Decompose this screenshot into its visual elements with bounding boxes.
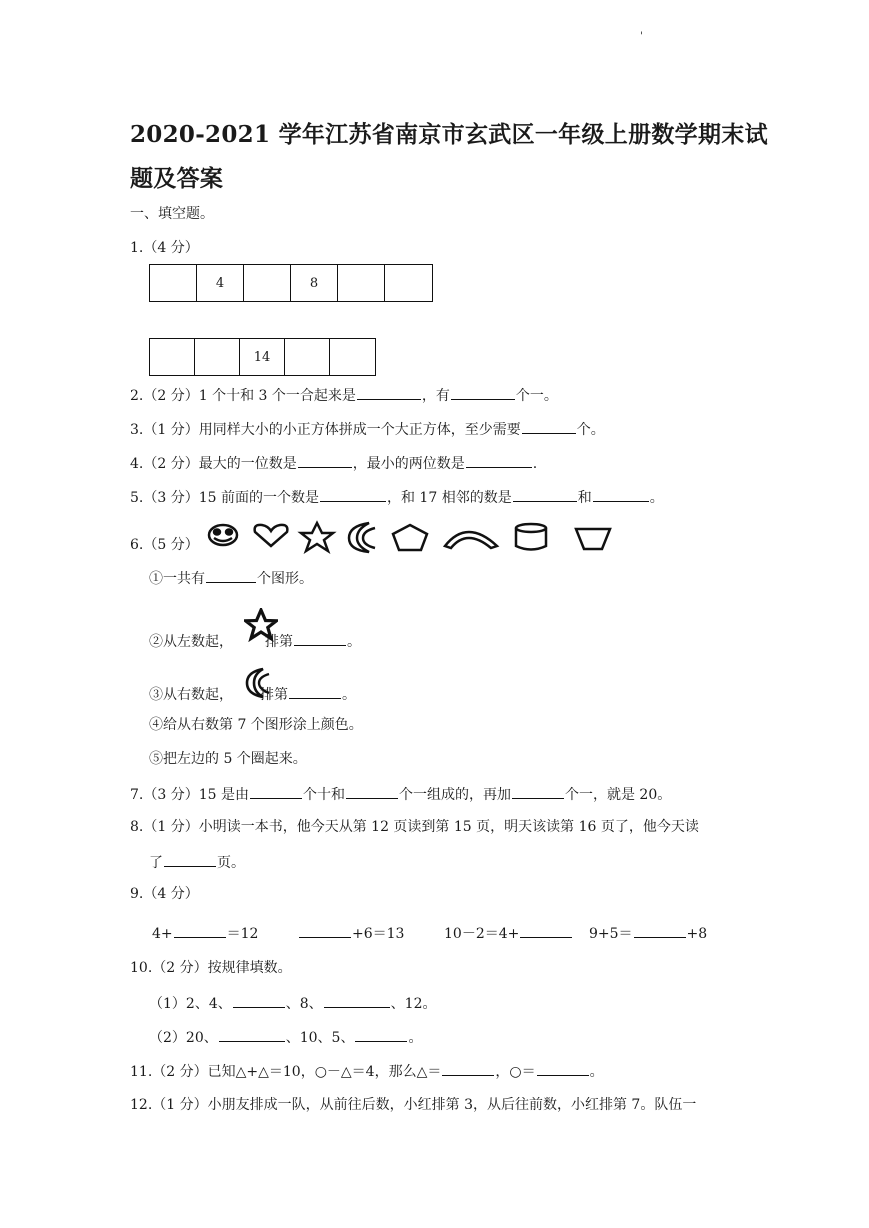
answer-blank[interactable] <box>520 923 572 938</box>
q8-text-b: 了 <box>149 855 163 871</box>
answer-blank[interactable] <box>451 385 515 400</box>
q10-r1-b: 、8、 <box>285 996 323 1012</box>
q9-e1-b: ＝12 <box>226 926 259 942</box>
answer-blank[interactable] <box>289 684 341 699</box>
question-6-label: 6.（5 分） <box>130 537 199 553</box>
crescent-moon-icon <box>349 523 375 552</box>
answer-blank[interactable] <box>634 923 686 938</box>
grid-cell: 8 <box>291 265 338 301</box>
q9-e3-a: 10－2＝4+ <box>444 926 520 942</box>
q10-r2-c: 。 <box>408 1030 423 1046</box>
arch-icon <box>445 532 497 548</box>
answer-blank[interactable] <box>219 1027 285 1042</box>
grid-cell: 4 <box>197 265 244 301</box>
q4-text-a: 4.（2 分）最大的一位数是 <box>130 456 297 472</box>
grid-cell[interactable] <box>330 339 375 375</box>
q10-r2-a: （2）20、 <box>149 1030 218 1046</box>
answer-blank[interactable] <box>512 784 564 799</box>
grid-cell[interactable] <box>338 265 385 301</box>
crescent-moon-icon <box>245 667 273 699</box>
answer-blank[interactable] <box>206 568 256 583</box>
pentagon-icon <box>393 525 427 550</box>
q6-sub-5: ⑤把左边的 5 个圈起来。 <box>149 751 307 767</box>
q7-text-c: 个一组成的，再加 <box>398 787 511 803</box>
question-8-cont <box>149 852 245 872</box>
q11-text-c: 。 <box>589 1064 604 1080</box>
answer-blank[interactable] <box>346 784 398 799</box>
question-1-label: 1.（4 分） <box>130 240 199 256</box>
section-heading: 一、填空题。 <box>130 206 214 222</box>
answer-blank[interactable] <box>164 852 216 867</box>
answer-blank[interactable] <box>442 1061 494 1076</box>
q4-text-b: ，最小的两位数是 <box>352 456 465 472</box>
number-grid-row2 <box>149 338 376 376</box>
q9-e2-b: +6＝13 <box>352 926 405 942</box>
q7-text-a: 7.（3 分）15 是由 <box>130 787 249 803</box>
grid-cell[interactable] <box>244 265 291 301</box>
question-11 <box>130 1061 604 1081</box>
q6-s1-text-b: 个图形。 <box>257 571 313 587</box>
question-12: 12.（1 分）小朋友排成一队，从前往后数，小红排第 3，从后往前数，小红排第 7。队伍一 <box>130 1097 697 1113</box>
q9-e1-a: 4+ <box>152 926 173 942</box>
q3-text-b: 个。 <box>576 422 605 438</box>
number-grid-row1 <box>149 264 433 302</box>
header-mark: ' <box>640 31 643 42</box>
question-7 <box>130 784 671 804</box>
heart-icon <box>255 525 288 546</box>
question-2 <box>130 385 558 405</box>
q9-eq-1 <box>152 923 258 943</box>
q10-r2-b: 、10、5、 <box>285 1030 355 1046</box>
q5-text-b: ，和 17 相邻的数是 <box>386 490 512 506</box>
question-8: 8.（1 分）小明读一本书，他今天从第 12 页读到第 15 页，明天该读第 16 页了，他今天读 <box>130 819 699 835</box>
q10-row-1 <box>149 993 436 1013</box>
q10-row-2 <box>149 1027 422 1047</box>
grid-cell[interactable] <box>385 265 432 301</box>
q6-s2-text-b: 排第 <box>265 634 293 650</box>
question-9-label: 9.（4 分） <box>130 886 199 902</box>
q6-sub-1 <box>149 568 313 588</box>
answer-blank[interactable] <box>355 1027 407 1042</box>
q5-text-d: 。 <box>649 490 664 506</box>
q9-eq-3 <box>444 923 573 943</box>
page-title: 2020-2021 学年江苏省南京市玄武区一年级上册数学期末试 <box>130 121 768 148</box>
question-5 <box>130 487 664 507</box>
q4-text-c: . <box>532 456 538 472</box>
q10-r1-c: 、12。 <box>390 996 437 1012</box>
q9-e4-b: +8 <box>686 926 708 942</box>
answer-blank[interactable] <box>174 923 226 938</box>
grid-cell[interactable] <box>150 265 197 301</box>
page-title-line2: 题及答案 <box>130 165 224 192</box>
trapezoid-icon <box>576 529 610 549</box>
cylinder-icon <box>516 524 546 550</box>
q11-text-b: ，○＝ <box>495 1064 536 1080</box>
q6-s2-text-c: 。 <box>347 634 361 650</box>
question-10-label: 10.（2 分）按规律填数。 <box>130 960 292 976</box>
smiley-icon <box>209 525 237 545</box>
grid-cell[interactable] <box>150 339 195 375</box>
q6-sub-4: ④给从右数第 7 个图形涂上颜色。 <box>149 717 363 733</box>
answer-blank[interactable] <box>298 453 352 468</box>
q5-text-a: 5.（3 分）15 前面的一个数是 <box>130 490 319 506</box>
question-4 <box>130 453 537 473</box>
answer-blank[interactable] <box>522 419 576 434</box>
q5-text-c: 和 <box>577 490 592 506</box>
answer-blank[interactable] <box>294 631 346 646</box>
star-icon <box>301 523 333 551</box>
q10-r1-a: （1）2、4、 <box>149 996 232 1012</box>
answer-blank[interactable] <box>513 487 577 502</box>
answer-blank[interactable] <box>593 487 649 502</box>
q9-eq-2 <box>298 923 404 943</box>
question-3 <box>130 419 605 439</box>
grid-cell[interactable] <box>195 339 240 375</box>
q6-s3-text-c: 。 <box>342 687 356 703</box>
q6-s1-text-a: ①一共有 <box>149 571 205 587</box>
q7-text-d: 个一，就是 20。 <box>564 787 672 803</box>
q2-text-a: 2.（2 分）1 个十和 3 个一合起来是 <box>130 388 356 404</box>
grid-cell[interactable] <box>285 339 330 375</box>
q6-s3-text-b: 排第 <box>260 687 288 703</box>
q2-text-b: ，有 <box>421 388 450 404</box>
q9-eq-4 <box>589 923 707 943</box>
shape-row <box>205 520 615 554</box>
q3-text-a: 3.（1 分）用同样大小的小正方体拼成一个大正方体，至少需要 <box>130 422 521 438</box>
answer-blank[interactable] <box>466 453 532 468</box>
q11-text-a: 11.（2 分）已知△+△＝10，○－△＝4，那么△＝ <box>130 1064 442 1080</box>
answer-blank[interactable] <box>250 784 302 799</box>
answer-blank[interactable] <box>233 993 285 1008</box>
answer-blank[interactable] <box>357 385 421 400</box>
q6-s3-text-a: ③从右数起， <box>149 687 233 703</box>
answer-blank[interactable] <box>324 993 390 1008</box>
q9-e4-a: 9+5＝ <box>589 926 633 942</box>
grid-cell: 14 <box>240 339 285 375</box>
answer-blank[interactable] <box>320 487 386 502</box>
q7-text-b: 个十和 <box>302 787 345 803</box>
q2-text-c: 个一。 <box>515 388 558 404</box>
q8-text-c: 页。 <box>217 855 245 871</box>
answer-blank[interactable] <box>299 923 351 938</box>
star-icon <box>244 608 278 642</box>
answer-blank[interactable] <box>537 1061 589 1076</box>
q6-s2-text-a: ②从左数起， <box>149 634 233 650</box>
